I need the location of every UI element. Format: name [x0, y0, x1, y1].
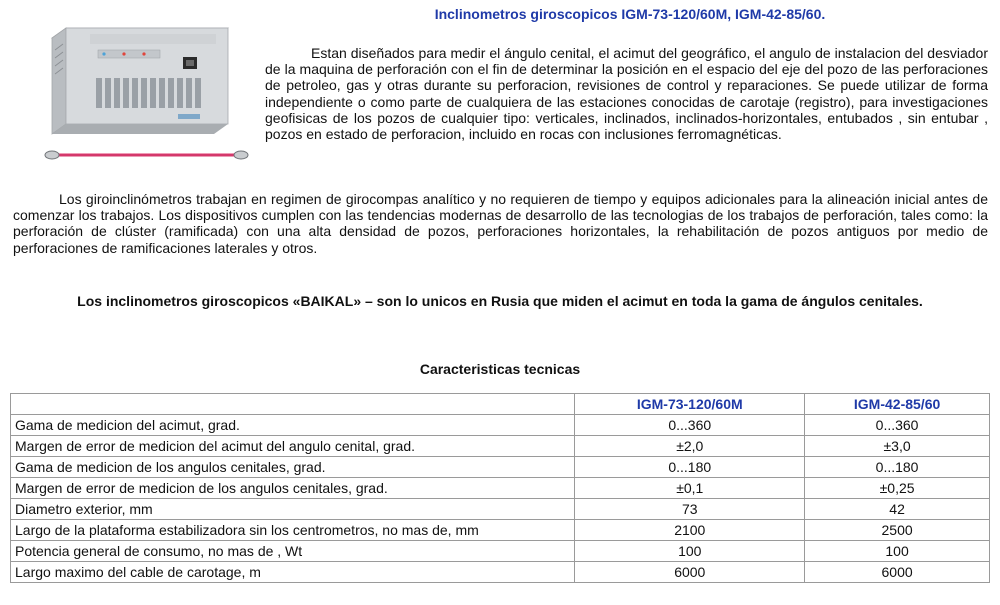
header-parameter	[11, 394, 575, 415]
parameter-cell: Potencia general de consumo, no mas de , Wt	[11, 541, 575, 562]
table-row	[11, 436, 990, 457]
table-header-row	[11, 394, 990, 415]
description-paragraph: Estan diseñados para medir el ángulo cenital, el acimut del geográfico, el angulo de instalacion del desviador de la maquina de perforación con el fin de determinar la posición en el espacio del eje del pozo de las perforaciones de petroleo, gas y otras durante su perforacion, revisiones de control y reparaciones. Se puede utilizar de forma independiente o como parte de cualquiera de las estaciones conocidas de carotaje (registro), para investigaciones geofisicas de los pozos de cualquier tipo: verticales, inclinados, inclinados-horizontales, entubados , sin entubar , pozos en estado de perforacion, incluido en rocas con inclusiones ferromagnéticas.	[265, 45, 988, 143]
parameter-cell: Largo maximo del cable de carotage, m	[11, 562, 575, 583]
specs-table	[10, 393, 990, 583]
parameter-cell: Margen de error de medicion de los angulos cenitales, grad.	[11, 478, 575, 499]
value-cell: ±0,1	[575, 478, 805, 499]
value-cell: 42	[805, 499, 990, 520]
value-cell: 100	[805, 541, 990, 562]
table-row	[11, 478, 990, 499]
table-row	[11, 541, 990, 562]
page-title: Inclinometros giroscopicos IGM-73-120/60M, IGM-42-85/60.	[434, 6, 826, 22]
features-paragraph: Los giroinclinómetros trabajan en regimen de girocompas analítico y no requieren de tiempo y equipos adicionales para la alineación inicial antes de comenzar los trabajos. Los dispositivos cumplen con las tendencias modernas de desarrollo de las tecnologias de los trabajos de perforación, tales como: la perforación de clúster (ramificada) con una alta densidad de pozos, perforaciones horizontales, la rehabilitación de pozos antiguos por medio de perforaciones de ramificaciones laterales y otros.	[13, 191, 988, 256]
value-cell: ±2,0	[575, 436, 805, 457]
parameter-cell: Diametro exterior, mm	[11, 499, 575, 520]
value-cell: 0...180	[805, 457, 990, 478]
value-cell: ±3,0	[805, 436, 990, 457]
value-cell: 2100	[575, 520, 805, 541]
value-cell: 2500	[805, 520, 990, 541]
parameter-cell: Margen de error de medicion del acimut del angulo cenital, grad.	[11, 436, 575, 457]
parameter-cell: Gama de medicion del acimut, grad.	[11, 415, 575, 436]
value-cell: 73	[575, 499, 805, 520]
table-row	[11, 415, 990, 436]
value-cell: 0...360	[575, 415, 805, 436]
value-cell: 6000	[575, 562, 805, 583]
value-cell: 0...360	[805, 415, 990, 436]
value-cell: 100	[575, 541, 805, 562]
header-model-igm-42: IGM-42-85/60	[805, 394, 990, 415]
table-row	[11, 562, 990, 583]
value-cell: ±0,25	[805, 478, 990, 499]
table-row	[11, 457, 990, 478]
table-row	[11, 520, 990, 541]
header-model-igm-73: IGM-73-120/60M	[575, 394, 805, 415]
parameter-cell: Largo de la plataforma estabilizadora sin los centrometros, no mas de, mm	[11, 520, 575, 541]
value-cell: 6000	[805, 562, 990, 583]
highlight-statement: Los inclinometros giroscopicos «BAIKAL» – son lo unicos en Rusia que miden el acimut en toda la gama de ángulos cenitales.	[77, 293, 923, 309]
table-row	[11, 499, 990, 520]
table-title: Caracteristicas tecnicas	[419, 361, 581, 377]
product-image	[38, 20, 253, 170]
parameter-cell: Gama de medicion de los angulos cenitales, grad.	[11, 457, 575, 478]
value-cell: 0...180	[575, 457, 805, 478]
